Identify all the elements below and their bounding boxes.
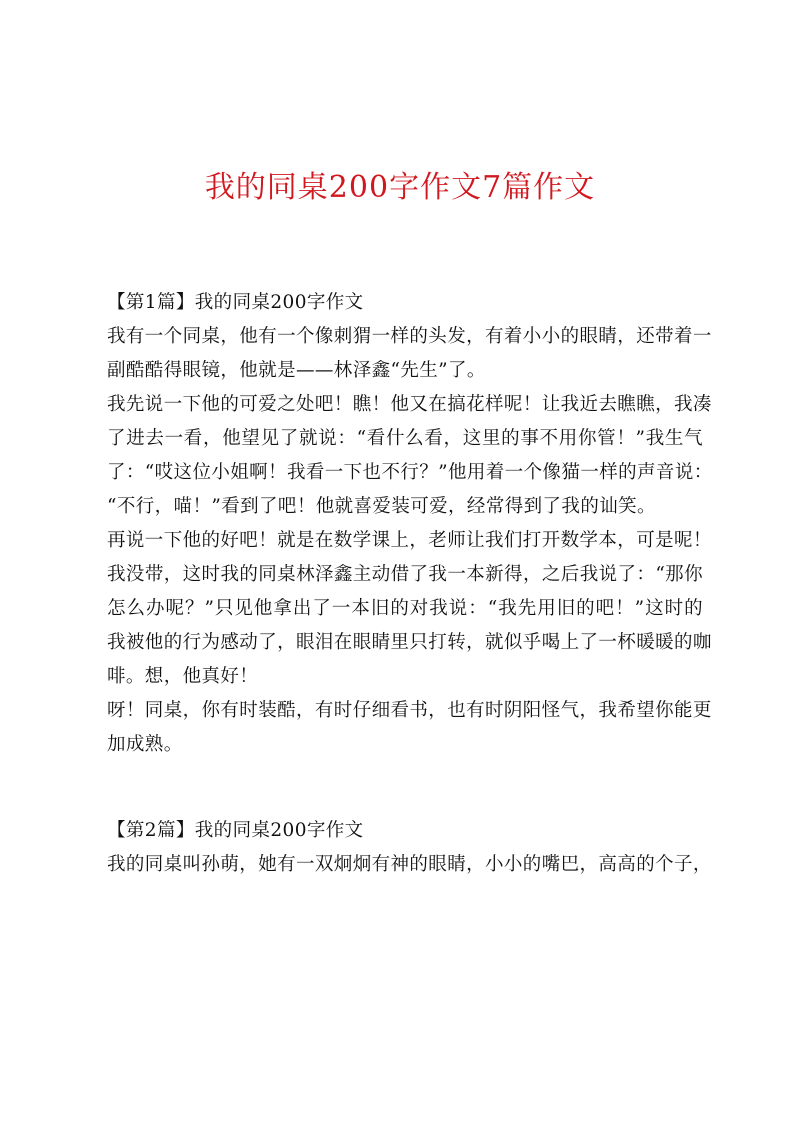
text-line: 加成熟。 <box>107 734 183 755</box>
essay-section-2 <box>107 814 712 882</box>
text-line: 了进去一看，他望见了就说：“看什么看，这里的事不用你管！”我生气 <box>107 428 703 449</box>
paragraph <box>107 848 712 882</box>
text-line: 副酷酷得眼镜，他就是——林泽鑫“先生”了。 <box>107 360 486 381</box>
text-line: 我没带，这时我的同桌林泽鑫主动借了我一本新得，之后我说了：“那你 <box>107 564 703 585</box>
text-line: “不行，喵！”看到了吧！他就喜爱装可爱，经常得到了我的讪笑。 <box>107 496 656 517</box>
text-line: 我被他的行为感动了，眼泪在眼睛里只打转，就似乎喝上了一杯暖暖的咖 <box>107 632 712 653</box>
paragraph <box>107 694 712 762</box>
section-heading: 【第1篇】我的同桌200字作文 <box>107 292 364 313</box>
text-line: 呀！同桌，你有时装酷，有时仔细看书，也有时阴阳怪气，我希望你能更 <box>107 700 712 721</box>
paragraph <box>107 320 712 388</box>
text-line: 我有一个同桌，他有一个像刺猬一样的头发，有着小小的眼睛，还带着一 <box>107 326 712 347</box>
essay-section-1 <box>107 286 713 762</box>
text-line: 我的同桌叫孙萌，她有一双炯炯有神的眼睛，小小的嘴巴，高高的个子， <box>107 854 712 875</box>
paragraph <box>107 388 713 524</box>
text-line: 了：“哎这位小姐啊！我看一下也不行？”他用着一个像猫一样的声音说： <box>107 462 713 483</box>
document-body <box>107 286 713 882</box>
document-title: 我的同桌200字作文7篇作文 <box>204 170 596 205</box>
section-heading: 【第2篇】我的同桌200字作文 <box>107 820 364 841</box>
text-line: 再说一下他的好吧！就是在数学课上，老师让我们打开数学本，可是呢！ <box>107 530 712 551</box>
text-line: 怎么办呢？”只见他拿出了一本旧的对我说：“我先用旧的吧！”这时的 <box>107 598 703 619</box>
text-line: 啡。想，他真好！ <box>107 666 259 687</box>
text-line: 我先说一下他的可爱之处吧！瞧！他又在搞花样呢！让我近去瞧瞧，我凑 <box>107 394 712 415</box>
section-spacer <box>107 762 703 814</box>
paragraph <box>107 524 712 694</box>
